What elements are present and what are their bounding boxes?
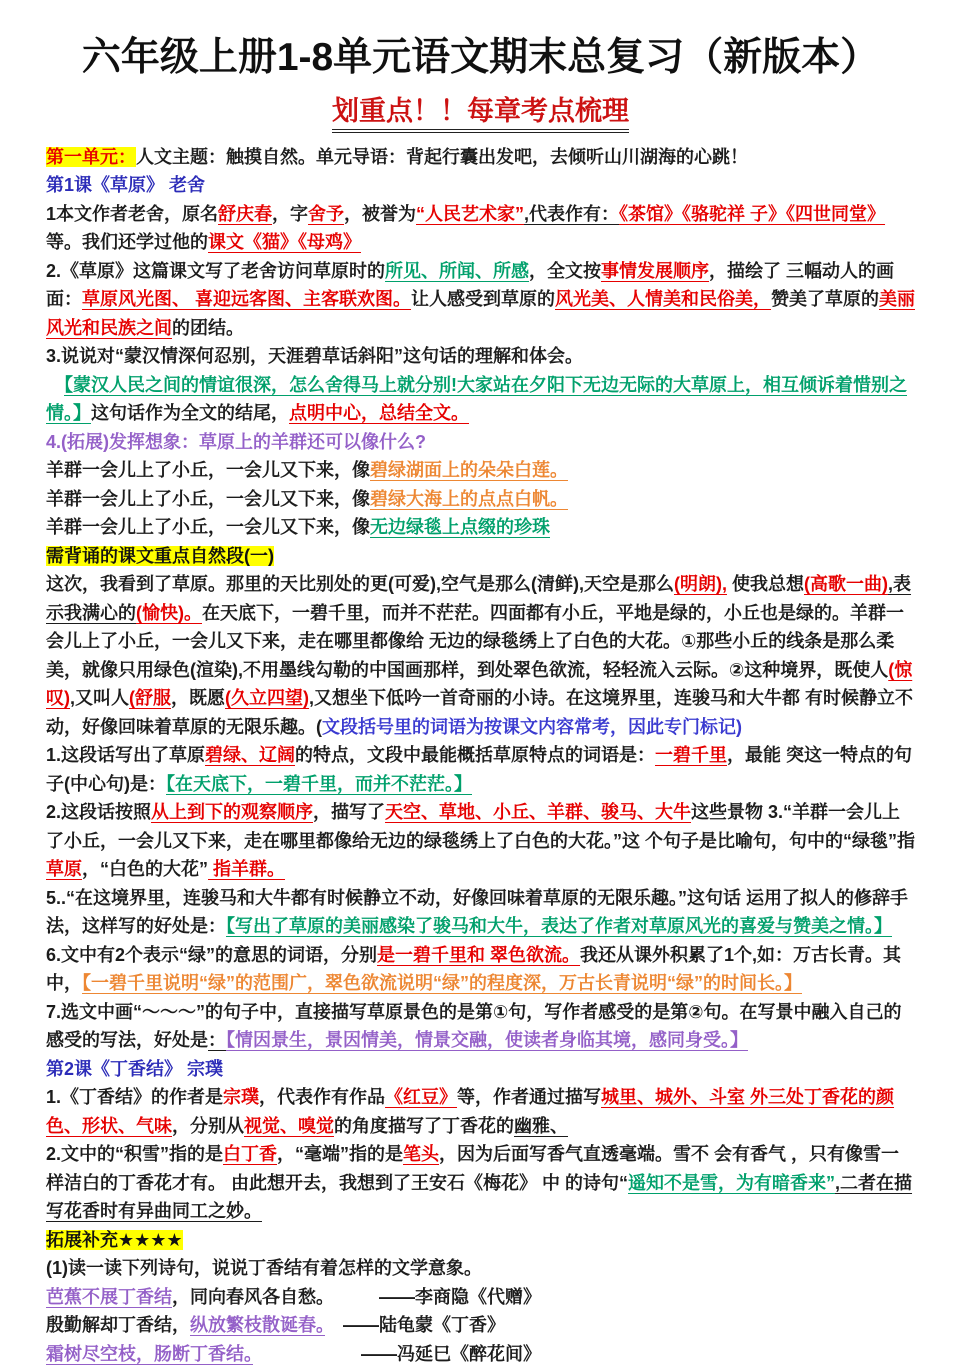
- recite-q1: [46, 741, 915, 798]
- lesson1-q2-summary-seg-4: ，描绘了 三幅动人的画面：: [46, 260, 895, 310]
- poem-3: [46, 1340, 915, 1368]
- lesson1-q2-summary-seg-7: 风光美、人情美和民俗美，: [555, 289, 771, 310]
- lesson1-q4-answer-1-seg-0: 羊群一会儿上了小丘，一会儿又下来，像: [46, 460, 370, 481]
- lesson2-q1-seg-0: 1.《丁香结》的作者是: [46, 1087, 224, 1108]
- recite-paragraph-seg-8: ,又叫人: [70, 688, 130, 709]
- lesson1-q3-answer-seg-3: 点明中心，总结全文。: [289, 403, 469, 424]
- lesson1-q4-answer-2: [46, 485, 915, 514]
- recite-q2-q3-seg-4: 这些景物 3.“羊群一会儿上了小丘，一会儿又下来，走在哪里都像给无边的绿毯绣上了白色的大花。”这 个句子是比喻句，句中的“绿毯”指: [46, 802, 915, 851]
- recite-q6: [46, 941, 915, 998]
- lesson1-q1-author: [46, 200, 915, 257]
- lesson1-q3-answer-seg-1: 【蒙汉人民之间的情谊很深，怎么舍得马上就分别!大家站在夕阳下无边无际的大草原上，相互倾诉着惜别之情。】: [46, 374, 907, 424]
- recite-q5-seg-1: 【写出了草原的美丽感染了骏马和大牛，表达了作者对草原风光的喜爱与赞美之情。】: [226, 916, 892, 937]
- lesson1-q1-author-seg-7: 《茶馆》《骆驼祥 子》《四世同堂》: [619, 203, 886, 224]
- poem-1: [46, 1283, 915, 1312]
- recite-q2-q3-seg-2: ，描写了: [313, 802, 386, 823]
- lesson1-q2-summary-seg-1: 所见、所闻、所感: [385, 260, 530, 281]
- lesson2-q2-seg-2: ，“毫端”指的是: [277, 1144, 404, 1165]
- recite-q6-seg-1: 是一碧千里和 翠色欲流。: [377, 944, 581, 965]
- recite-paragraph-seg-9: (舒服: [129, 688, 172, 709]
- lesson2-heading-seg-0: 第2课《丁香结》 宗璞: [46, 1058, 224, 1079]
- lesson1-q3-answer-seg-2: 这句话作为全文的结尾，: [91, 403, 289, 424]
- recite-paragraph-seg-0: 这次，我看到了草原。那里的天比别处的更(可爱),空气是那么(清鲜),天空是那么: [46, 574, 674, 595]
- poem-2: [46, 1311, 915, 1340]
- recite-q7: [46, 998, 915, 1055]
- lesson2-q1-seg-5: 城里、城外、斗室 外三处丁香花的颜色、形状、气味: [46, 1087, 895, 1136]
- expansion-heading: [46, 1226, 915, 1255]
- lesson1-q4-question: [46, 428, 915, 457]
- lesson1-q1-author-seg-3: 舍予: [308, 203, 345, 224]
- lesson2-q1-seg-4: 等，作者通过描写: [457, 1087, 602, 1108]
- lesson1-q2-summary-seg-8: 赞美了草原的: [771, 289, 879, 310]
- lesson1-q4-answer-2-seg-1: 碧绿大海上的点点白帆。: [370, 488, 568, 509]
- lesson1-q1-author-seg-1: 舒庆春: [218, 203, 273, 224]
- lesson1-q4-answer-2-seg-0: 羊群一会儿上了小丘，一会儿又下来，像: [46, 488, 370, 509]
- recite-paragraph-seg-4: ,表示我满心的: [46, 574, 912, 623]
- recite-q5: [46, 884, 915, 941]
- poem-2-seg-1: 纵放繁枝散诞春。: [190, 1315, 325, 1336]
- lesson1-q4-answer-3: [46, 513, 915, 542]
- lesson1-q4-question-seg-0: 4.(拓展)发挥想象：草原上的羊群还可以像什么?: [46, 431, 426, 452]
- lesson2-q1-seg-1: 宗璞: [223, 1087, 260, 1108]
- lesson1-q1-author-seg-5: “人民艺术家”: [416, 203, 525, 224]
- recite-q1-seg-2: 的特点，文段中最能概括草原特点的词语是：: [295, 745, 656, 766]
- recite-q6-seg-3: 【一碧千里说明“绿”的范围广，翠色欲流说明“绿”的程度深，万古长青说明“绿”的时间长。】: [82, 973, 802, 994]
- lesson2-q1-seg-9: 幽雅、: [514, 1115, 568, 1136]
- lesson2-q1: [46, 1083, 915, 1140]
- poem-2-seg-0: 殷勤解却丁香结，: [46, 1315, 190, 1336]
- lesson1-q4-answer-3-seg-1: 无边绿毯上点缀的珍珠: [370, 517, 550, 538]
- lesson2-q1-seg-7: 视觉、嗅觉: [244, 1115, 334, 1136]
- recite-q6-seg-0: 6.文中有2个表示“绿”的意思的词语，分别: [46, 944, 378, 965]
- recite-q1-seg-0: 1.这段话写出了草原: [46, 745, 206, 766]
- recite-q1-seg-4: ，最能 突这一特点的句子(中心句)是：: [46, 745, 913, 794]
- recite-paragraph-seg-5: (愉快)。: [136, 602, 202, 623]
- lesson1-q1-author-seg-8: 等。我们还学过他的: [46, 232, 208, 253]
- lesson1-q1-author-seg-2: ，字: [272, 203, 309, 224]
- lesson2-q1-seg-2: ，代表作有作品: [259, 1087, 386, 1108]
- lesson2-q2-seg-5: 遥知不是雪，为有暗香来”: [628, 1172, 835, 1193]
- recite-q7-seg-0: 7.选文中画“～～～”的句子中，直接描写草原景色的是第①句，写作者感受的是第②句。在写景中融入自己的感受的写法，好处是: [46, 1001, 902, 1051]
- lesson1-q2-summary-seg-5: 草原风光图、 喜迎远客图、主客联欢图。: [82, 289, 411, 310]
- lesson1-q2-summary-seg-9: 美丽风光和民族之间: [46, 289, 915, 338]
- lesson2-q2-seg-4: ，因为后面写香气直透毫端。雪不 会有香气 ，只有像雪一样洁白的丁香花才有。 由此想开去，我想到了王安石《梅花》 中 的诗句“: [46, 1144, 900, 1193]
- lesson1-q4-answer-1: [46, 456, 915, 485]
- lesson1-q2-summary: [46, 257, 915, 343]
- recite-q1-seg-3: 一碧千里: [655, 745, 728, 766]
- recite-q2-q3: [46, 798, 915, 884]
- recite-paragraph-seg-11: (久立四望): [225, 688, 310, 709]
- page-subtitle: 划重点！！每章考点梳理: [332, 89, 629, 133]
- recite-q5-seg-0: 5..“在这境界里，连骏马和大牛都有时候静立不动，好像回味着草原的无限乐趣。”这句话 运用了拟人的修辞手法，这样写的好处是：: [46, 887, 909, 937]
- recite-heading-seg-0: 需背诵的课文重点自然段(一): [46, 545, 274, 566]
- lesson1-q1-author-seg-9: 课文《猫》《母鸡》: [208, 232, 361, 253]
- lesson1-q2-summary-seg-2: ，全文按: [529, 260, 602, 281]
- recite-paragraph-seg-13: 文段括号里的词语为按课文内容常考，因此专门标记): [322, 716, 742, 737]
- lesson2-q1-seg-6: ，分别从: [172, 1115, 244, 1136]
- lesson1-q3-answer: [46, 371, 915, 428]
- unit1-intro-seg-0: 第一单元：: [46, 146, 136, 167]
- recite-q6-seg-2: 我还从课外积累了1个,如：万古长青。其中，: [46, 944, 902, 994]
- poem-1-seg-0: 芭蕉不展丁香结: [46, 1286, 172, 1307]
- lesson2-q2-seg-6: ,二者在描写花香时有异曲同工之妙。: [46, 1172, 913, 1222]
- lesson1-q1-author-seg-0: 1本文作者老舍，原名: [46, 203, 219, 224]
- page-subtitle-row: [46, 89, 915, 133]
- recite-q2-q3-seg-3: 天空、草地、小丘、羊群、骏马、大牛: [385, 802, 692, 823]
- lesson2-q2-seg-1: 白丁香: [223, 1144, 278, 1165]
- lesson1-q4-answer-1-seg-1: 碧绿湖面上的朵朵白莲。: [370, 460, 568, 481]
- lesson2-heading: [46, 1055, 915, 1084]
- lesson1-q1-author-seg-4: ，被誉为: [344, 203, 417, 224]
- recite-q1-seg-5: 【在天底下，一碧千里，而并不茫茫。】: [166, 773, 472, 794]
- recite-paragraph-seg-12: ,又想坐下低吟一首奇丽的小诗。在这境界里，连骏马和大牛都 有时候静立不动，好像回味着草原的无限乐趣。(: [46, 688, 914, 737]
- recite-q2-q3-seg-6: ，“白色的大花”: [82, 859, 208, 880]
- recite-q1-seg-1: 碧绿、辽阔: [205, 745, 296, 766]
- document-body: [46, 143, 915, 1368]
- poem-3-seg-0: 霜树尽空枝，肠断丁香结。: [46, 1343, 253, 1364]
- page-title: 六年级上册1-8单元语文期末总复习（新版本）: [81, 36, 880, 79]
- lesson1-q3-question-seg-0: 3.说说对“蒙汉情深何忍别，天涯碧草话斜阳”这句话的理解和体会。: [46, 346, 584, 367]
- lesson1-q3-question: [46, 342, 915, 371]
- lesson2-q1-seg-3: 《红豆》: [385, 1087, 458, 1108]
- lesson2-q2: [46, 1140, 915, 1226]
- lesson1-heading-seg-0: 第1课《草原》 老舍: [46, 175, 206, 196]
- recite-q7-seg-2: 【情因景生，景因情美，情景交融，使读者身临其境，感同身受。】: [226, 1030, 748, 1051]
- expansion-heading-seg-0: 拓展补充★★★★: [46, 1229, 183, 1250]
- lesson1-q2-summary-seg-0: 2.《草原》这篇课文写了老舍访问草原时的: [46, 260, 386, 281]
- lesson2-q2-seg-0: 2.文中的“积雪”指的是: [46, 1144, 224, 1165]
- recite-heading: [46, 542, 915, 571]
- lesson1-q2-summary-seg-10: 的团结。: [172, 317, 244, 338]
- unit1-intro-seg-1: 人文主题：触摸自然。单元导语：背起行囊出发吧，去倾听山川湖海的心跳！: [136, 146, 748, 167]
- recite-paragraph-seg-1: (明朗),: [673, 574, 727, 595]
- poem-1-seg-1: ，同向春风各自愁。 ——李商隐《代赠》: [172, 1286, 541, 1307]
- recite-q2-q3-seg-1: 从上到下的观察顺序: [151, 802, 314, 823]
- recite-paragraph-seg-2: 使我总想: [726, 574, 804, 595]
- recite-paragraph-seg-6: 在天底下，一碧千里，而并不茫茫。四面都有小丘，平地是绿的，小丘也是绿的。羊群一会儿上了小丘，一会儿又下来，走在哪里都像给 无边的绿毯绣上了白色的大花。①那些小丘的线条是那么柔美，就像只用绿色(渲染),不用墨线勾勒的中国画那样，到处翠色欲流，轻轻流入云际。②这种境界，既使人: [46, 602, 904, 680]
- lesson1-q2-summary-seg-3: 事情发展顺序: [601, 260, 710, 281]
- recite-q7-seg-1: ：: [208, 1030, 226, 1051]
- lesson1-heading: [46, 171, 915, 200]
- recite-paragraph-seg-7: (惊叹): [46, 659, 913, 709]
- recite-paragraph-seg-10: ，既愿: [171, 688, 226, 709]
- poem-intro-seg-0: (1)读一读下列诗句，说说丁香结有着怎样的文学意象。: [46, 1258, 482, 1279]
- lesson1-q3-answer-seg-0: [46, 375, 64, 395]
- poem-intro: [46, 1254, 915, 1283]
- recite-q2-q3-seg-5: 草原: [46, 859, 82, 880]
- lesson2-q1-seg-8: 的角度描写了丁香花的: [334, 1115, 514, 1136]
- lesson2-q2-seg-3: 笔头: [403, 1144, 440, 1165]
- poem-3-seg-1: ——冯延巳《醉花间》: [253, 1343, 541, 1364]
- lesson1-q2-summary-seg-6: 让人感受到草原的: [411, 289, 555, 310]
- recite-q2-q3-seg-7: 指羊群。: [208, 859, 286, 880]
- lesson1-q4-answer-3-seg-0: 羊群一会儿上了小丘，一会儿又下来，像: [46, 517, 370, 538]
- poem-2-seg-2: ——陆龟蒙《丁香》: [325, 1315, 505, 1336]
- recite-q2-q3-seg-0: 2.这段话按照: [46, 802, 152, 823]
- unit1-intro: [46, 143, 915, 172]
- recite-paragraph-seg-3: (高歌一曲): [804, 574, 888, 595]
- recite-paragraph: [46, 570, 915, 741]
- lesson1-q1-author-seg-6: ,代表作有：: [524, 203, 620, 224]
